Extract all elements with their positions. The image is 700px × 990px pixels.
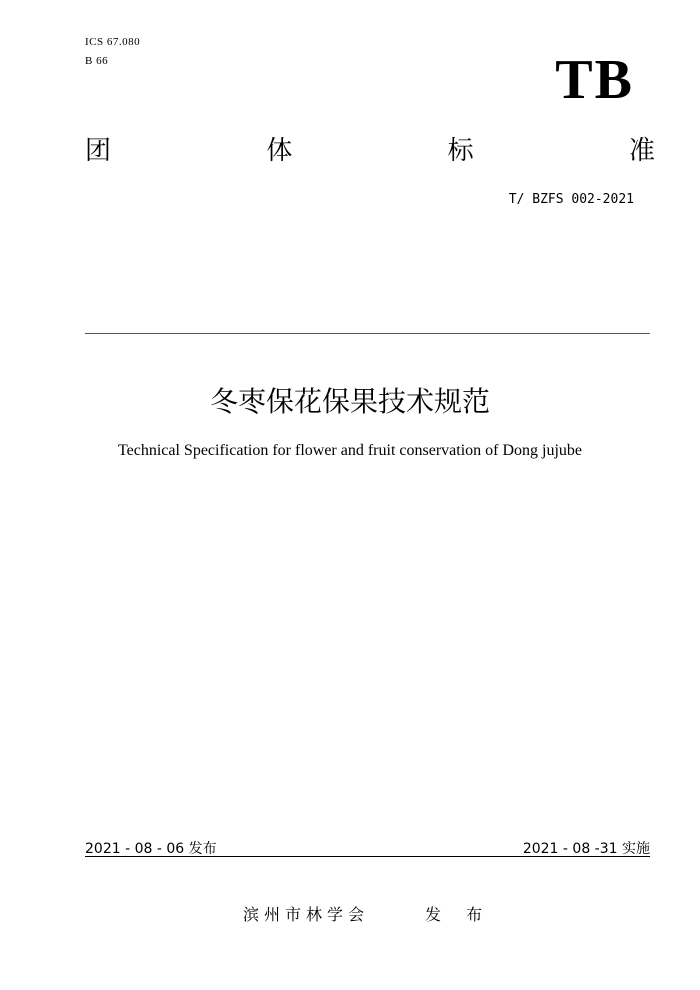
standard-type-char-1: 团 [85, 136, 112, 166]
document-title-chinese: 冬枣保花保果技术规范 [209, 385, 490, 418]
document-title-english: Technical Specification for flower and fruit conservation of Dong jujube [117, 442, 583, 459]
top-divider [85, 333, 650, 334]
issue-date: 2021 - 08 - 06 发布 [85, 841, 217, 857]
standard-logo: TB [555, 49, 634, 111]
standard-type-heading [85, 138, 655, 164]
ccs-code: B 66 [85, 55, 109, 67]
standard-type-char-2: 体 [266, 136, 293, 166]
standard-type-char-4: 准 [628, 136, 655, 166]
standard-type-char-3: 标 [447, 136, 474, 166]
publisher-name: 滨州市林学会 [243, 905, 370, 924]
ics-code: ICS 67.080 [85, 36, 141, 48]
standard-number: T/ BZFS 002-2021 [508, 192, 634, 207]
publish-label: 发 布 [425, 905, 493, 924]
bottom-divider [85, 856, 650, 857]
implementation-date: 2021 - 08 -31 实施 [522, 841, 650, 857]
